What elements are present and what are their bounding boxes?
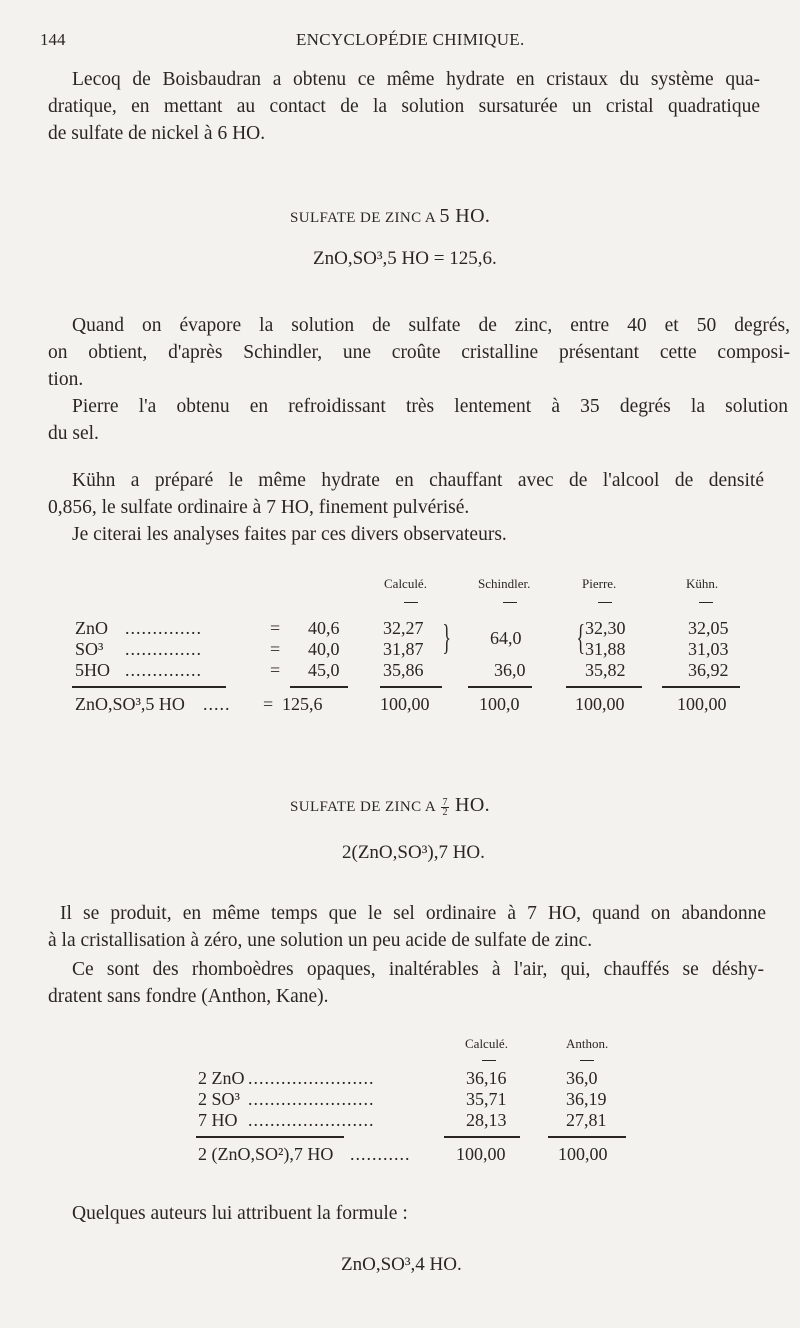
sum-rule: [444, 1136, 520, 1138]
paragraph-production: [48, 900, 766, 954]
text-line: du sel.: [48, 423, 99, 444]
cell-schindler-combined: 64,0: [490, 628, 522, 648]
total-dots: .....: [203, 694, 231, 714]
row-value: 45,0: [308, 660, 340, 680]
paragraph-kuhn: [48, 467, 764, 521]
formula-5ho: ZnO,SO³,5 HO = 125,6.: [313, 248, 497, 269]
text-line: Quelques auteurs lui attribuent la formule :: [72, 1203, 408, 1224]
row-dots: ..............: [125, 618, 202, 638]
sum-rule: [662, 686, 740, 688]
sum-rule: [290, 686, 348, 688]
heading-text: SULFATE DE ZINC A: [290, 210, 436, 226]
cell-calcule: 28,13: [466, 1110, 507, 1130]
cell-calcule: 35,71: [466, 1089, 507, 1109]
row-dots: .......................: [248, 1068, 375, 1088]
col-header-anthon: Anthon.: [566, 1036, 609, 1051]
brace-left: {: [576, 617, 585, 657]
cell-calcule: 31,87: [383, 639, 424, 659]
row-dots: .......................: [248, 1110, 375, 1130]
header-dash: [482, 1060, 496, 1061]
row-label: ZnO: [75, 618, 108, 638]
paragraph-rhomboedres: [48, 956, 764, 1010]
total-dots: ...........: [350, 1144, 411, 1164]
row-value: 40,6: [308, 618, 340, 638]
row-label: SO³: [75, 639, 104, 659]
total-equals: =: [263, 694, 274, 714]
cell-kuhn: 31,03: [688, 639, 729, 659]
row-equals: =: [270, 660, 281, 680]
row-value: 40,0: [308, 639, 340, 659]
fraction-numerator: 7: [442, 797, 448, 809]
cell-pierre: 31,88: [585, 639, 626, 659]
sum-rule: [72, 686, 226, 688]
header-dash: [580, 1060, 594, 1061]
heading-formula: HO.: [455, 794, 491, 816]
paragraph-schindler: [48, 312, 790, 393]
sum-rule: [548, 1136, 626, 1138]
col-header-calcule: Calculé.: [384, 576, 427, 591]
text-line: dratent sans fondre (Anthon, Kane).: [48, 986, 329, 1007]
row-dots: .......................: [248, 1089, 375, 1109]
header-dash: [699, 602, 713, 603]
section-heading-half-ho: [290, 794, 490, 817]
text-line: de sulfate de nickel à 6 HO.: [48, 123, 266, 144]
text-line: Quand on évapore la solution de sulfate de zinc, entre 40 et 50 degrés,: [72, 315, 790, 336]
cell-pierre: 32,30: [585, 618, 626, 638]
heading-fraction: [441, 798, 448, 817]
paragraph-quelques-auteurs: [48, 1200, 764, 1227]
total-calcule: 100,00: [380, 694, 430, 714]
col-header-schindler: Schindler.: [478, 576, 531, 591]
cell-calcule: 35,86: [383, 660, 424, 680]
total-value: 125,6: [282, 694, 323, 714]
text-line: Je citerai les analyses faites par ces divers observateurs.: [72, 524, 507, 545]
row-dots: ..............: [125, 639, 202, 659]
text-line: à la cristallisation à zéro, une solution un peu acide de sulfate de zinc.: [48, 930, 593, 951]
fraction-denominator: 2: [442, 807, 448, 819]
paragraph-lecoq: [48, 66, 760, 147]
text-line: dratique, en mettant au contact de la solution sursaturée un cristal quadratique: [48, 96, 760, 117]
paragraph-analyses: [48, 521, 764, 548]
heading-text: SULFATE DE ZINC A: [290, 799, 436, 815]
total-schindler: 100,0: [479, 694, 520, 714]
formula-half-ho: 2(ZnO,SO³),7 HO.: [342, 842, 485, 863]
cell-calcule: 36,16: [466, 1068, 507, 1088]
total-calcule: 100,00: [456, 1144, 506, 1164]
row-equals: =: [270, 639, 281, 659]
sum-rule: [196, 1136, 344, 1138]
cell-kuhn: 36,92: [688, 660, 729, 680]
heading-formula: 5 HO.: [439, 205, 491, 227]
text-line: on obtient, d'après Schindler, une croûte cristalline présentant cette composi-: [48, 342, 790, 363]
cell-schindler: 36,0: [494, 660, 526, 680]
section-heading-5ho: [290, 205, 490, 228]
row-dots: ..............: [125, 660, 202, 680]
row-label: 5HO: [75, 660, 110, 680]
text-line: Ce sont des rhomboèdres opaques, inaltérables à l'air, qui, chauffés se déshy-: [72, 959, 764, 980]
row-equals: =: [270, 618, 281, 638]
header-dash: [404, 602, 418, 603]
sum-rule: [380, 686, 442, 688]
col-header-pierre: Pierre.: [582, 576, 617, 591]
final-formula: ZnO,SO³,4 HO.: [341, 1254, 462, 1275]
cell-anthon: 27,81: [566, 1110, 607, 1130]
header-dash: [503, 602, 517, 603]
text-line: 0,856, le sulfate ordinaire à 7 HO, finement pulvérisé.: [48, 497, 470, 518]
row-label: 2 ZnO: [198, 1068, 245, 1088]
total-pierre: 100,00: [575, 694, 625, 714]
sum-rule: [566, 686, 642, 688]
cell-pierre: 35,82: [585, 660, 626, 680]
sum-rule: [468, 686, 532, 688]
total-label: 2 (ZnO,SO²),7 HO: [198, 1144, 334, 1164]
brace-right: }: [442, 617, 451, 657]
total-anthon: 100,00: [558, 1144, 608, 1164]
row-label: 7 HO: [198, 1110, 238, 1130]
total-label: ZnO,SO³,5 HO: [75, 694, 185, 714]
paragraph-pierre: [48, 393, 788, 447]
total-kuhn: 100,00: [677, 694, 727, 714]
cell-anthon: 36,0: [566, 1068, 598, 1088]
col-header-kuhn: Kühn.: [686, 576, 719, 591]
cell-kuhn: 32,05: [688, 618, 729, 638]
cell-calcule: 32,27: [383, 618, 424, 638]
text-line: Lecoq de Boisbaudran a obtenu ce même hydrate en cristaux du système qua-: [72, 69, 760, 90]
text-line: tion.: [48, 369, 84, 390]
header-dash: [598, 602, 612, 603]
text-line: Pierre l'a obtenu en refroidissant très lentement à 35 degrés la solution: [72, 396, 788, 417]
col-header-calcule: Calculé.: [465, 1036, 508, 1051]
text-line: Il se produit, en même temps que le sel ordinaire à 7 HO, quand on abandonne: [60, 903, 766, 924]
page-number: 144: [40, 30, 66, 49]
text-line: Kühn a préparé le même hydrate en chauffant avec de l'alcool de densité: [72, 470, 764, 491]
running-title: ENCYCLOPÉDIE CHIMIQUE.: [296, 30, 525, 49]
cell-anthon: 36,19: [566, 1089, 607, 1109]
row-label: 2 SO³: [198, 1089, 240, 1109]
